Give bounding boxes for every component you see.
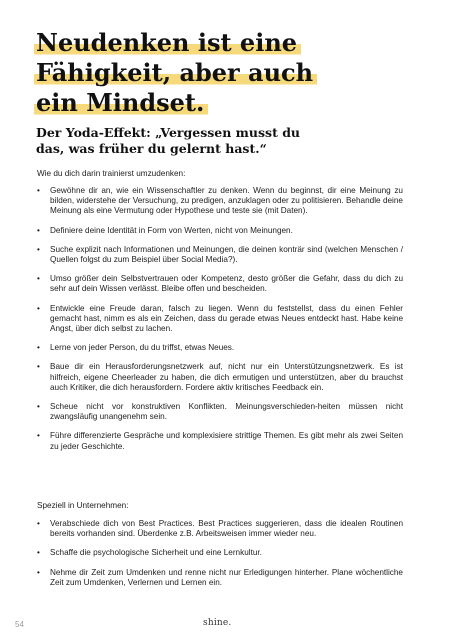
list-item [37,568,403,588]
section-heading: Speziell in Unternehmen: [37,501,129,510]
bullet-icon: • [37,274,40,284]
bullet-icon: • [37,244,40,254]
list-item [37,274,403,294]
list-item [37,431,403,451]
title-line [34,28,334,58]
company-list [37,519,403,597]
bullet-icon: • [37,186,40,195]
section-subtitle [36,125,336,157]
brand-logo: shine. [203,618,232,628]
title-highlight: Neudenken ist eine [34,28,301,57]
bullet-icon: • [37,343,40,353]
intro-text: Wie du dich darin trainierst umzudenken: [37,169,186,178]
list-item-text: Scheue nicht vor konstruktiven Konflikten. Meinungsverschieden-heiten müssen nicht zwangsläufig unangenehm sein. [50,402,403,422]
list-item-text: Suche explizit nach Informationen und Meinungen, die deinen konträr sind (welchen Menschen / Quellen folgst du zum Beispiel über Social Media?). [50,244,403,265]
title-highlight: ein Mindset. [34,88,208,117]
list-item-text: Umso größer dein Selbstvertrauen oder Kompetenz, desto größer die Gefahr, dass du dich zu sehr auf dein Wissen verlässt. Bleibe offen und bescheiden. [50,274,403,294]
training-list [37,186,403,461]
list-item [37,402,403,422]
bullet-icon: • [37,362,40,372]
list-item [37,304,403,335]
list-item [37,343,403,353]
bullet-icon: • [37,225,40,235]
subtitle-line: das, was früher du gelernt hast.“ [36,141,267,156]
title-line [34,58,334,88]
list-item-text: Definiere deine Identität in Form von Werten, nicht von Meinungen. [50,225,293,235]
page-number: 54 [15,620,24,629]
list-item-text: Gewöhne dir an, wie ein Wissenschaftler zu denken. Wenn du beginnst, dir eine Meinung zu bilden, widerstehe der Versuchung, zu predigen, anzuklagen oder zu politisieren. Behandle deine Meinung als eine Vermutung oder Hypothese und teste sie (mit Daten). [50,186,403,216]
list-item [37,362,403,393]
bullet-icon: • [37,402,40,412]
bullet-icon: • [37,431,40,441]
list-item-text: Führe differenzierte Gespräche und komplexisiere strittige Themen. Es gibt mehr als zwei Seiten zu jeder Geschichte. [50,431,403,451]
list-item-text: Verabschiede dich von Best Practices. Best Practices suggerieren, dass die idealen Routinen bereits vorhanden sind. Überdenke z.B. Arbeitsweisen immer wieder neu. [50,519,403,539]
list-item [37,548,403,558]
list-item [37,186,403,217]
list-item-text: Entwickle eine Freude daran, falsch zu liegen. Wenn du feststellst, dass du einen Fehler gemacht hast, nimm es als ein Zeichen, dass du gerade etwas Neues entdeckt hast. Habe keine Angst, über dich selbst zu lachen. [50,303,403,334]
list-item-text: Nehme dir Zeit zum Umdenken und renne nicht nur Erledigungen hinterher. Plane wöchentliche Zeit zum Umdenken, Verlernen und Lernen ein. [50,567,403,587]
title-highlight: Fähigkeit, aber auch [34,58,317,87]
page-title [34,28,334,118]
subtitle-line: Der Yoda-Effekt: „Vergessen musst du [36,125,301,140]
list-item [37,519,403,539]
list-item-text: Baue dir ein Herausforderungsnetzwerk auf, nicht nur ein Unterstützungsnetzwerk. Es ist hilfreich, eigene Cheerleader zu haben, die dich ermutigen und unterstützen, aber du brauchst auch Kritiker, die dich herausfordern. Fordere aktiv kritisches Feedback ein. [50,362,403,392]
list-item [37,245,403,265]
list-item-text: Schaffe die psychologische Sicherheit und eine Lernkultur. [50,548,262,558]
bullet-icon: • [37,303,40,313]
list-item-text: Lerne von jeder Person, du du triffst, etwas Neues. [50,343,235,353]
title-line [34,88,334,118]
list-item [37,226,403,236]
bullet-icon: • [37,519,40,528]
bullet-icon: • [37,567,40,577]
bullet-icon: • [37,548,40,558]
